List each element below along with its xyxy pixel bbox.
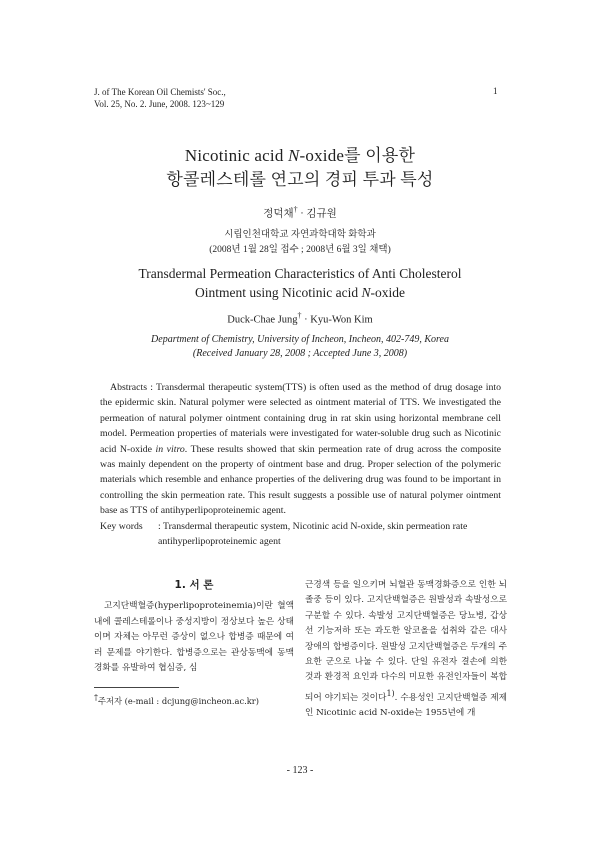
journal-line-1: J. of The Korean Oil Chemists' Soc., [94,87,226,97]
journal-citation [94,86,226,110]
title-korean: Nicotinic acid N-oxide를 이용한 항콜레스테롤 연고의 경피 투과 특성 [166,146,434,189]
affiliation-english: Department of Chemistry, University of Incheon, Incheon, 402-749, Korea (Received January 28, 2008 ; Accepted June 3, 2008) [151,334,449,359]
affiliation-korean: 시립인천대학교 자연과학대학 화학과 (2008년 1월 28일 접수 ; 2008년 6월 3일 채택) [209,230,391,255]
page-number: 1 [493,86,498,96]
footnote-divider [94,687,179,688]
abstract: Abstracts : Transdermal therapeutic system(TTS) is often used as the method of drug dosage into the epidermic skin. Natural polymer were selected as ointment material of TTS. We investigated the permeation of natural polymer ointment containing drug in rat skin using horizontal membrane cell model. Permeation properties of materials were investigated for water-soluble drug such as Nicotinic acid N-oxide in vitro. These results showed that skin permeation rate of drug across the composite was mainly dependent on the property of ointment base and drug. Proper selection of the polymeric materials which resemble and enhance properties of the delivering drug was found to be important in controlling the skin permeation rate. This result suggests a possible use of natural polymer ointment base as TTS of antihyperlipoproteinemic agent. [100,382,501,517]
authors-korean: 정덕채† · 김규원 [263,205,337,220]
keywords-label: Key words [100,521,143,532]
section-heading: 1. 서 론 [174,579,214,591]
body-column-right: 근경색 등을 일으키며 뇌혈관 동맥경화증으로 인한 뇌졸중 등이 있다. 고지단백혈증은 원발성과 속발성으로 구분할 수 있다. 속발성 고지단백혈증은 당뇨병, 갑상선 기능저하 또는 과도한 알코올을 섭취와 같은 대사장애의 합병증이다. 원발성 고지단백혈증은 두개의 주요한 군으로 나눌 수 있다. 단일 유전자 결손에 의한 것과 환경적 요인과 다수의 미묘한 유전인자들이 복합되어 야기되는 것이다$^{1)}$. 수용성인 고지단백혈증 제제인 Nicotinic acid N-oxide는 1955년에 개 [305,580,507,719]
title-english: Transdermal Permeation Characteristics of Anti Cholesterol Ointment using Nicotinic acid N-oxide [138,266,462,300]
footnote: †주저자 (e-mail : dcjung@incheon.ac.kr) [94,693,259,706]
abstract-label: Abstracts [110,382,148,393]
keywords: Key words : Transdermal therapeutic system, Nicotinic acid N-oxide, skin permeation rate antihyperlipoproteinemic agent [100,521,468,548]
authors-english: Duck-Chae Jung† · Kyu-Won Kim [227,311,373,326]
intro-paragraph: 고지단백혈증(hyperlipoproteinemia)이란 혈액내에 콜레스테롤이나 중성지방이 정상보다 높은 상태이며 자체는 아무런 증상이 없으나 합병증 때문에 여러 문제를 야기한다. 합병증으로는 관상동맥에 동맥경화를 유발하여 협심증, 심 [94,601,294,674]
citation-ref: 1) [386,688,395,698]
body-column-left [94,578,294,676]
page-footer: - 123 - [286,765,314,776]
journal-line-2: Vol. 25, No. 2. June, 2008. 123~129 [94,99,225,109]
